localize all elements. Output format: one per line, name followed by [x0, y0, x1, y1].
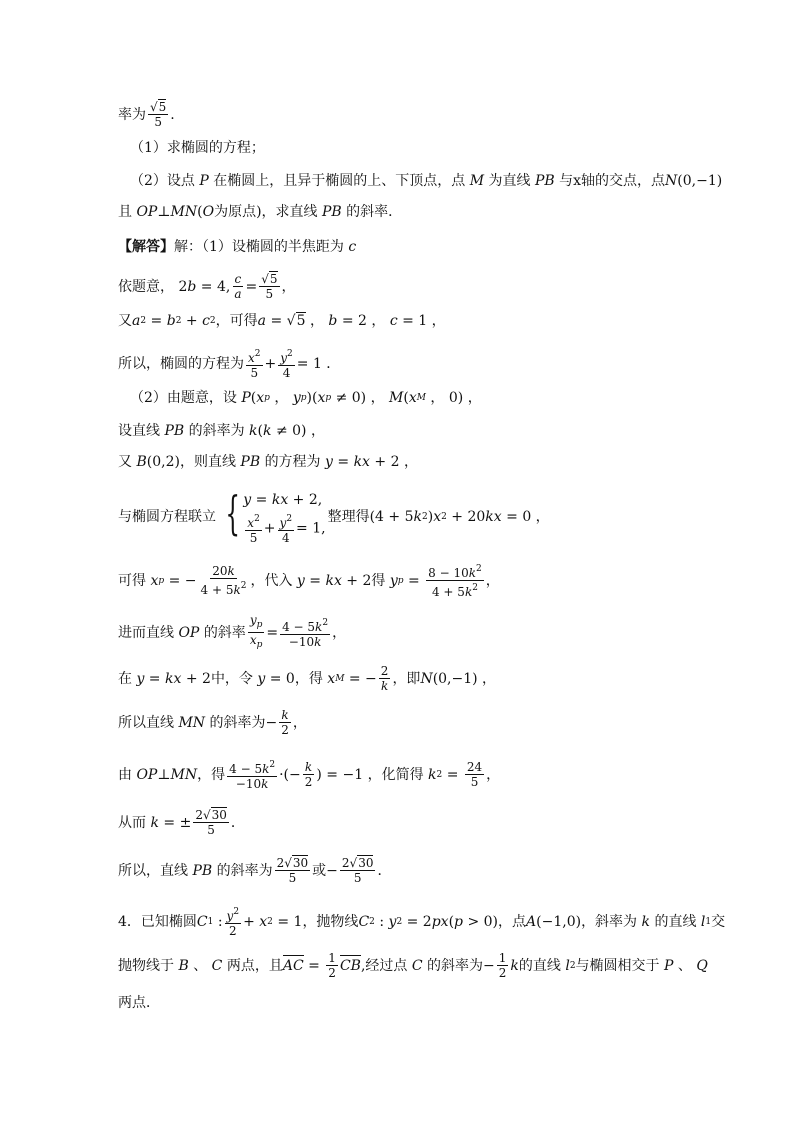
line-question-2-cont: 且 OP ⊥ MN ( O 为原点)，求直线 PB 的斜率． — [118, 204, 403, 220]
line-xp: 可得 x p = − $\frac{20k}{4 + 5k^2}$ ，代入 y = kx + 2 得 y p = $\frac{8 - 10k^2}{4 + 5k^2}$ ， — [118, 564, 500, 599]
line-part2-setup: （2）由题意，设 P ( x p ， y p )( x p ≠ 0) ， M ( x M ， 0) ， — [130, 390, 482, 406]
line-op-slope: 进而直线 OP 的斜率 $\frac{y_p}{x_p}$ = $\frac{4 - 5k^2}{-10k}$ ， — [118, 613, 347, 650]
line-k-value: 从而 k = ± $\frac{2√30}{5}$ ． — [118, 808, 245, 837]
line-mn-slope: 所以直线 MN 的斜率为 − $\frac{k}{2}$ ， — [118, 708, 307, 737]
line-perpendicular: 由 OP ⊥ MN ，得 $\frac{4 - 5k^2}{-10k}$ ·(− $\frac{k}{2}$ ) = −1 ，化简得 k 2 = $\frac{24}{5}$ ， — [118, 760, 501, 791]
line-condition: 依题意， 2 b = 4, $\frac{c}{a}$ = $\frac{√5}{5}$ ， — [118, 272, 296, 301]
line-question-4: 4． 已知椭圆 C 1 : $\frac{y^2}{2}$ + x 2 = 1 ，抛物线 C 2 : y 2 = 2 px ( p > 0) ，点 A (−1,0) ，斜率为 k 的直线 l 1 交 — [118, 907, 726, 938]
line-ellipse-equation: 所以，椭圆的方程为 $\frac{x^2}{5}$ + $\frac{y^2}{4}$ = 1 ． — [118, 349, 341, 380]
line-system: 与椭圆方程联立 { y = kx + 2, $\frac{x^2}{5}$ + $\frac{y^2}{4}$ = 1, 整理得 (4 + 5 k 2 ) x 2 + 20 kx = 0 ， — [118, 485, 550, 545]
vector-cb: CB — [339, 957, 361, 974]
line-answer-header: 【解答】 解：（1）设椭圆的半焦距为 c — [118, 239, 357, 255]
line-slope-def: 设直线 PB 的斜率为 k ( k ≠ 0) ， — [118, 423, 325, 439]
vector-ac: AC — [282, 957, 304, 974]
line-conclusion: 所以，直线 PB 的斜率为 $\frac{2√30}{5}$ 或 − $\frac{2√30}{5}$ ． — [118, 856, 392, 885]
line-question-1: （1）求椭圆的方程； — [130, 140, 265, 156]
line-question-4-cont: 抛物线于 B 、 C 两点，且 AC = $\frac{1}{2}$ CB , 经过点 C 的斜率为 − $\frac{1}{2}$ k 的直线 l 2 与椭圆相交于 P 、 Q — [118, 951, 708, 980]
fraction: $\frac{√5}{5}$ — [150, 100, 167, 129]
line-pb-equation: 又 B (0,2) ，则直线 PB 的方程为 y = kx + 2 ， — [118, 454, 418, 470]
line-eccentricity: 率为 $\frac{√5}{5}$ . — [118, 100, 175, 129]
line-xm: 在 y = kx + 2 中，令 y = 0 ，得 x M = − $\frac{2}{k}$ ，即 N (0,−1) ， — [118, 664, 497, 693]
line-relation: 又 a 2 = b 2 + c 2 ，可得 a = √5 ， b = 2 ， c = 1 ， — [118, 313, 446, 329]
line-question-4-end: 两点． — [118, 995, 160, 1011]
line-question-2: （2）设点 P 在椭圆上，且异于椭圆的上、下顶点，点 M 为直线 PB 与x轴的交点，点 N (0,−1) — [130, 173, 723, 189]
